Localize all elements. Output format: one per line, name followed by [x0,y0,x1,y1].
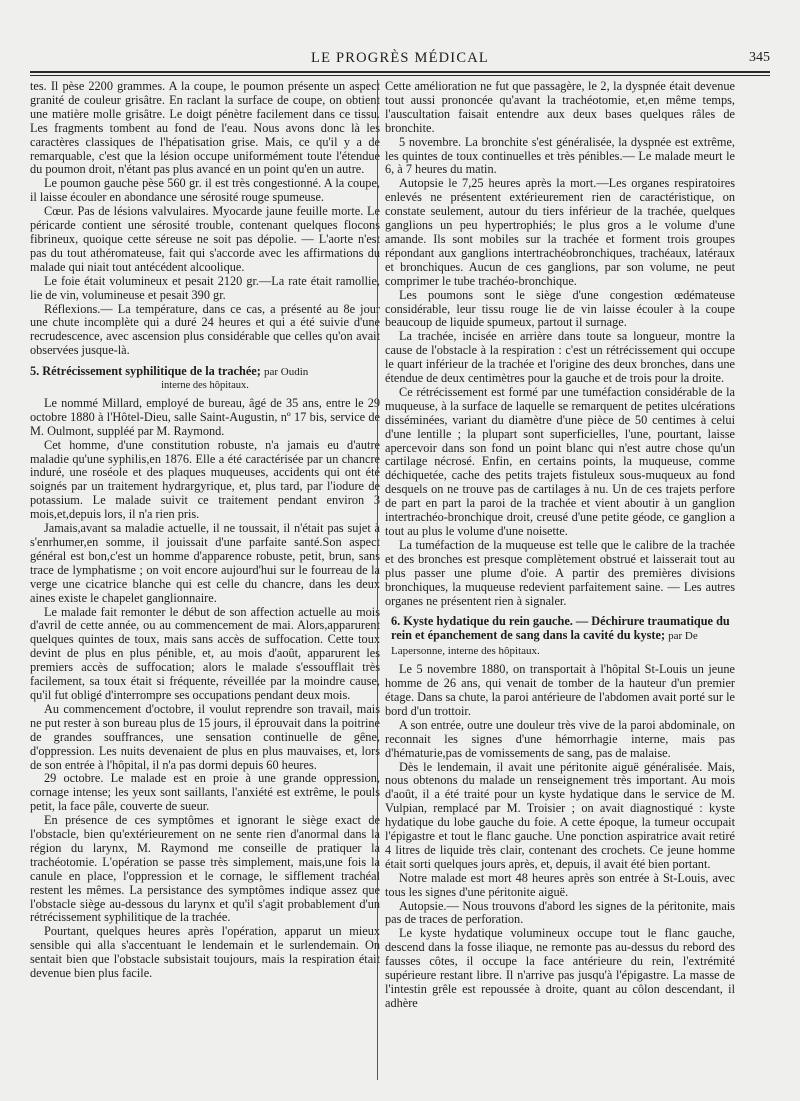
paragraph: 29 octobre. Le malade est en proie à une grande oppression, cornage intense; les yeux sont saillants, l'anxiété est extrême, le pouls petit, la face pâle, couverte de sueur. [30,771,380,814]
section-5-heading [30,365,380,393]
section-title: 6. Kyste hydatique du rein gauche. — Déchirure traumatique du rein et épanchement de sang dans la cavité du kyste; [391,614,730,643]
right-column [385,80,735,1090]
column-divider [377,80,378,1080]
paragraph: Dès le lendemain, il avait une péritonite aiguë généralisée. Mais, nous obtenons du malade un renseignement très important. Au mois d'août, il a été traité pour un kyste hydatique dans le service de M. Vulpian, remplacé par M. Troisier ; on avait diagnostiqué : kyste hydatique du lobe gauche du foie. A cette époque, la tumeur occupait l'épigastre et tout le flanc gauche. Une ponction aspiratrice avait retiré 4 litres de liquide très clair, contenant des crochets. Ce jeune homme était sorti quelques jours après, et, depuis, il avait été bien portant. [385,759,735,871]
header-rule-thin [30,75,770,76]
page-header [30,50,770,68]
paragraph: Le foie était volumineux et pesait 2120 gr.—La rate était ramollie, lie de vin, volumineuse et pesait 390 gr. [30,273,380,302]
paragraph: Jamais,avant sa maladie actuelle, il ne toussait, il n'était pas sujet à s'enrhumer,en somme, il jouissait d'une parfaite santé.Son aspect général est bon,c'est un homme d'apparence robuste, petit, brun, sans trace de lymphatisme ; on voit encore aujourd'hui sur le fourreau de la verge une cicatrice blanche qui est celle du chancre, dans les deux aines existe le chapelet ganglionnaire. [30,521,380,605]
paragraph: tes. Il pèse 2200 grammes. A la coupe, le poumon présente un aspect granité de couleur grisâtre. En raclant la surface de coupe, on obtient une matière molle grisâtre. Le doigt pénètre facilement dans ce tissu. Les fragments tombent au fond de l'eau. Nous avons donc là les caractères classiques de l'hépatisation grise. Mais, ce qu'il y a de remarquable, c'est que la lésion occupe uniformément toute l'étendue du poumon droit, n'étant pas plus avancé en un point qu'en un autre. [30,80,380,177]
paragraph: A son entrée, outre une douleur très vive de la paroi abdominale, on reconnait les signes d'une hémorrhagie interne, mais pas d'hématurie,pas de vomissements de sang, pas de malaise. [385,717,735,760]
paragraph: Les poumons sont le siège d'une congestion œdémateuse considérable, leur tissu rouge lie de vin laisse écouler à la coupe beaucoup de liquide spumeux, partout il surnage. [385,287,735,330]
paragraph: Autopsie.— Nous trouvons d'abord les signes de la péritonite, mais pas de traces de perforation. [385,898,735,927]
paragraph: La tuméfaction de la muqueuse est telle que le calibre de la trachée et des bronches est presque complètement obstrué et laisserait tout au plus passer une plume d'oie. A partir des premières divisions bronchiques, la muqueuse redevient parfaitement saine. — Les autres organes ne présentent rien à signaler. [385,537,735,608]
header-rule-thick [30,71,770,73]
section-author: par Oudin [263,366,309,379]
paragraph: Autopsie le 7,25 heures après la mort.—Les organes respiratoires enlevés ne présentent extérieurement rien de caractéristique, on constate seulement, autour du tiers inférieur de la trachée, quelques ganglions un peu hypertrophiés; le plus gros a le volume d'une amande. Ils sont mobiles sur la trachée et forment trois groupes répondant aux ganglions intertrachéobronchiques, trachéaux, latéraux et bronchiques. Aucun de ces ganglions, par son volume, ne peut comprimer le tube trachéo-bronchique. [385,176,735,288]
paragraph: Au commencement d'octobre, il voulut reprendre son travail, mais ne put rester à son bureau plus de 15 jours, il éprouvait dans la poitrine de grandes souffrances, une sensation continuelle de gêne, d'oppression. Les nuits devenaient de plus en plus mauvaises, et, lors de son entrée à l'hôpital, il n'a pas dormi depuis 60 heures. [30,701,380,772]
paragraph: Cet homme, d'une constitution robuste, n'a jamais eu d'autre maladie qu'une syphilis,en 1876. Elle a été caractérisée par un chancre induré, une roséole et des plaques muqueuses, accidents qui ont été soignés par un traitement hydrargyrique, et, plus tard, par l'iodure de potassium. Le malade suivit ce traitement pendant environ 3 mois,et,depuis lors, il n'a rien pris. [30,437,380,522]
paragraph: Pourtant, quelques heures après l'opération, apparut un mieux sensible qui alla s'accentuant le lendemain et le surlendemain. On sentait bien que l'obstacle subsistait toujours, mais la respiration était devenue bien plus facile. [30,924,380,981]
paragraph: Le kyste hydatique volumineux occupe tout le flanc gauche, descend dans la fosse iliaque, ne remonte pas au-dessus du rebord des fausses côtes, il occupe la face antérieure du rein, l'extrémité supérieure restant libre. Il n'arrive pas jusqu'à l'épigastre. La masse de l'intestin grêle est repoussée à droite, quant au côlon descendant, il adhère [385,926,735,1010]
paragraph: Le 5 novembre 1880, on transportait à l'hôpital St-Louis un jeune homme de 26 ans, qui venait de tomber de la hauteur d'un premier étage. Dans sa chute, la paroi antérieure de l'abdomen avait porté sur le bord d'un trottoir. [385,662,735,718]
paragraph: Ce rétrécissement est formé par une tuméfaction considérable de la muqueuse, à la surface de laquelle se remarquent de petites ulcérations disséminées, variant du diamètre d'une pièce de 50 centimes à celui d'une lentille ; la plupart sont superficielles, l'une, pourtant, laisse apercevoir dans son fond un point blanc qui n'est autre chose qu'un cartilage nécrosé. Enfin, en certains points, la muqueuse, comme déchiquetée, cache des petits trajets fistuleux sous-muqueux au fond desquels on ne trouve pas de cartilages à nu. Un de ces trajets perfore de part en part la paroi de la trachée et vient aboutir à un ganglion intertrachéo-bronchique droit, creusé d'une petite géode, ce ganglion a tout au plus le volume d'une noisette. [385,384,735,538]
paragraph: Le nommé Millard, employé de bureau, âgé de 35 ans, entre le 29 octobre 1880 à l'Hôtel-Dieu, salle Saint-Augustin, nº 17 bis, service de M. Oulmont, suppléé par M. Raymond. [30,395,380,438]
paragraph: La trachée, incisée en arrière dans toute sa longueur, montre la cause de l'obstacle à la respiration : c'est un rétrécissement qui occupe le quart inférieur de la trachée et l'origine des deux bronches, dans une étendue de deux centimètres pour la gauche et de trois pour la droite. [385,329,735,386]
paragraph: Le malade fait remonter le début de son affection actuelle au mois d'avril de cette année, ou au commencement de mai. Alors,apparurent quelques quintes de toux, mais sans accès de suffocation. Cette toux devint de plus en plus pénible, et, au mois d'août, apparurent les premiers accès de suffocation; alors le malade s'essoufflait très facilement, sa toux était si fréquente, réveillée par la moindre cause, qu'il fut obligé d'interrompre ses occupations pendant deux mois. [30,604,380,702]
section-6-heading [385,615,735,659]
paragraph: Cœur. Pas de lésions valvulaires. Myocarde jaune feuille morte. Le péricarde contient une sérosité trouble, contenant quelques flocons fibrineux, quoique cette séreuse ne soit pas dépolie. — L'aorte n'est pas du tout athéromateuse, fait qui s'accorde avec les affirmations du malade qui niait tout antécédent alcoolique. [30,204,380,274]
section-author-role: interne des hôpitaux. [161,380,249,392]
paragraph: En présence de ces symptômes et ignorant le siège exact de l'obstacle, bien qu'extérieurement on ne sente rien d'anormal dans la région du larynx, M. Raymond me conseille de pratiquer la trachéotomie. L'opération se passe très simplement, mais,une fois la canule en place, l'oppression et le cornage, le sifflement trachéal restent les mêmes. La persistance des symptômes indique assez que l'obstacle siège au-dessous du larynx et qu'il s'agit probablement d'un rétrécissement syphilitique de la trachée. [30,813,380,925]
section-title: 5. Rétrécissement syphilitique de la trachée; [30,364,261,379]
section-author: par De Lapersonne, interne des hôpitaux. [391,630,698,658]
paragraph: Réflexions.— La température, dans ce cas, a présenté au 8e jour une chute incomplète qui a duré 24 heures et qui a été suivie d'une recrudescence, avec ascension plus considérable que celles qu'on avait observées jusque-là. [30,301,380,358]
paragraph: 5 novembre. La bronchite s'est généralisée, la dyspnée est extrême, les quintes de toux continuelles et très pénibles.— Le malade meurt le 6, à 7 heures du matin. [385,134,735,177]
left-column [30,80,380,1090]
page-number: 345 [749,50,770,65]
paragraph: Notre malade est mort 48 heures après son entrée à St-Louis, avec tous les signes d'une péritonite aiguë. [385,870,735,899]
paragraph: Le poumon gauche pèse 560 gr. il est très congestionné. A la coupe, il laisse écouler en abondance une sérosité rouge spumeuse. [30,176,380,205]
journal-title: LE PROGRÈS MÉDICAL [311,50,489,66]
paragraph: Cette amélioration ne fut que passagère, le 2, la dyspnée était devenue tout aussi prononcée qu'avant la trachéotomie, et,en même temps, l'auscultation faisait entendre aux deux bases quelques râles de bronchite. [385,80,735,135]
